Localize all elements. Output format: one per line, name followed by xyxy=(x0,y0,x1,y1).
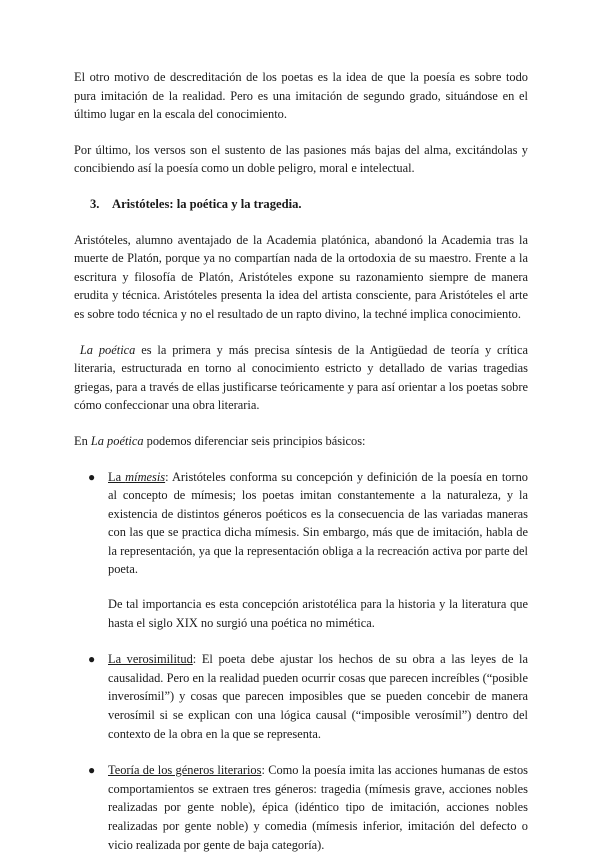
paragraph-principles-intro xyxy=(74,432,528,451)
section-title: Aristóteles: la poética y la tragedia. xyxy=(112,197,302,211)
section-number: 3. xyxy=(90,195,112,214)
mimesis-body: : Aristóteles conforma su concepción y definición de la poesía en torno al concepto de mímesis; los poetas imitan constantemente a la naturaleza, y la existencia de distintos géneros poéticos es la consecuencia de las variadas maneras con las que se practica dicha mímesis. Sin embargo, más que de imitación, habla de la representación, ya que la representación obliga a la recreación activa por parte del poeta. xyxy=(108,470,528,577)
term-mimesis xyxy=(108,470,165,484)
list-item-mimesis xyxy=(74,468,528,633)
poetica-title: La poética xyxy=(80,343,135,357)
intro-prefix: En xyxy=(74,434,91,448)
term-italic: mímesis xyxy=(125,470,165,484)
paragraph-aristotle: Aristóteles, alumno aventajado de la Academia platónica, abandonó la Academia tras la muerte de Platón, porque ya no compartían nada de la ortodoxia de su maestro. Frente a la escritura y filosofía de Platón, Aristóteles expone su razonamiento siempre de manera erudita y técnica. Aristóteles presenta la idea del artista consciente, para Aristóteles el arte es sobre todo técnica y no el resultado de un rapto divino, la techné implica conocimiento. xyxy=(74,231,528,324)
paragraph-imitation: El otro motivo de descreditación de los poetas es la idea de que la poesía es sobre todo pura imitación de la realidad. Pero es una imitación de segundo grado, situándose en el último lugar en la escala del conocimiento. xyxy=(74,68,528,124)
bullet-icon: ● xyxy=(88,761,95,780)
mimesis-extra: De tal importancia es esta concepción aristotélica para la historia y la literatura que hasta el siglo XIX no surgió una poética no mimética. xyxy=(108,595,528,632)
term-prefix: La xyxy=(108,470,125,484)
mimesis-text xyxy=(108,468,528,580)
term-verosimilitud: La verosimilitud xyxy=(108,652,193,666)
verosimilitud-text xyxy=(108,650,528,743)
paragraph-passions: Por último, los versos son el sustento de las pasiones más bajas del alma, excitándolas y concibiendo así la poesía como un doble peligro, moral e intelectual. xyxy=(74,141,528,178)
list-item-verosimilitud xyxy=(74,650,528,743)
term-generos: Teoría de los géneros literarios xyxy=(108,763,261,777)
section-heading xyxy=(90,195,528,214)
paragraph-poetica xyxy=(74,341,528,415)
bullet-icon: ● xyxy=(88,650,95,669)
verosimilitud-body: : El poeta debe ajustar los hechos de su obra a las leyes de la causalidad. Pero en la realidad pueden ocurrir cosas que parecen increíbles (“posible inverosímil”) y cosas que parecen imposibles que se pueden concebir de manera verosímil si se explican con una lógica causal (“imposible verosímil”) dentro del contexto de la obra en la que se representa. xyxy=(108,652,528,740)
bullet-icon: ● xyxy=(88,468,95,487)
intro-text: podemos diferenciar seis principios básicos: xyxy=(144,434,366,448)
principles-list xyxy=(74,468,528,854)
list-item-generos xyxy=(74,761,528,854)
generos-text xyxy=(108,761,528,854)
poetica-text: es la primera y más precisa síntesis de la Antigüedad de teoría y crítica literaria, estructurada en torno al conocimiento estricto y detallado de varias tragedias griegas, para a través de ellas justificarse teóricamente y para así orientar a los poetas sobre cómo confeccionar una obra literaria. xyxy=(74,343,528,413)
generos-body: : Como la poesía imita las acciones humanas de estos comportamientos se extraen tres géneros: tragedia (mímesis grave, acciones nobles realizadas por gente noble), épica (idéntico tipo de imitación, acciones nobles realizadas por gente noble) y comedia (mímesis inferior, imitación del defecto o vicio realizada por gente de baja categoría). xyxy=(108,763,528,851)
intro-title: La poética xyxy=(91,434,144,448)
